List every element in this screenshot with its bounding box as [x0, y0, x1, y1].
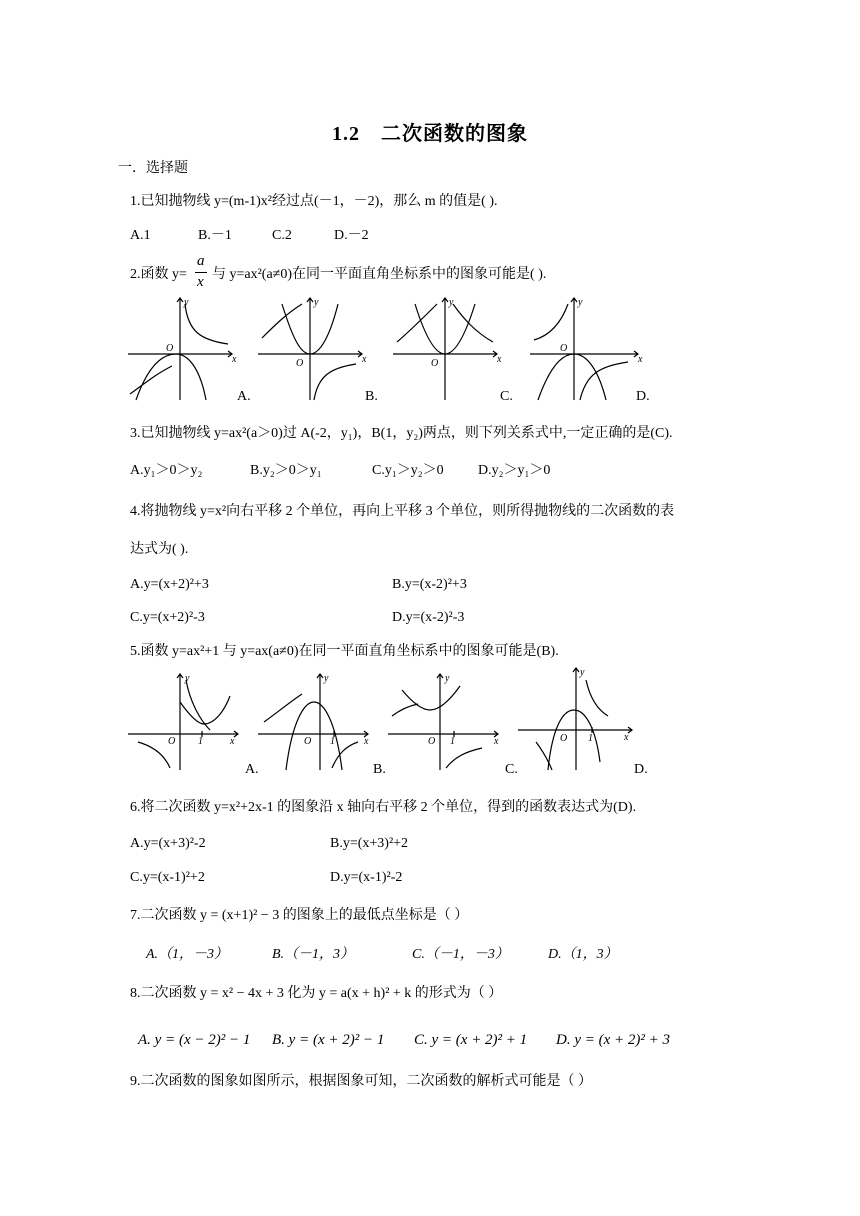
svg-text:1: 1 — [588, 733, 593, 744]
q6-stem: 6.将二次函数 y=x²+2x-1 的图象沿 x 轴向右平移 2 个单位，得到的函数表达式为(D). — [130, 800, 637, 815]
q8-opt-d: D. y = (x + 2)² + 3 — [556, 1032, 671, 1048]
q1-opt-a: A.1 — [130, 228, 151, 243]
q6-opt-c: C.y=(x-1)²+2 — [130, 870, 205, 885]
q2-label-a: A. — [237, 389, 251, 404]
svg-text:1: 1 — [330, 736, 335, 747]
q2-frac-num: a — [197, 253, 205, 269]
svg-text:y: y — [185, 673, 190, 684]
q5-stem: 5.函数 y=ax²+1 与 y=ax(a≠0)在同一平面直角坐标系中的图象可能是(B). — [130, 644, 559, 659]
q2-label-d: D. — [636, 389, 650, 404]
svg-text:O: O — [168, 736, 176, 747]
q2-label-b: B. — [365, 389, 378, 404]
q8-stem: 8.二次函数 y = x² − 4x + 3 化为 y = a(x + h)² + k 的形式为（ ） — [130, 986, 503, 1001]
q1-stem: 1.已知抛物线 y=(m-1)x²经过点(－1，－2)，那么 m 的值是( ). — [130, 194, 498, 209]
q4-opt-c: C.y=(x+2)²-3 — [130, 610, 205, 625]
svg-text:y: y — [449, 297, 454, 308]
q9-stem: 9.二次函数的图象如图所示，根据图象可知，二次函数的解析式可能是（ ） — [130, 1074, 592, 1089]
q3-opt-d: D.y₂＞y₁＞0 — [478, 463, 551, 478]
q4-opt-d: D.y=(x-2)²-3 — [392, 610, 465, 625]
q5-label-a: A. — [245, 762, 259, 777]
q3-stem: 3.已知抛物线 y=ax²(a＞0)过 A(-2，y₁)，B(1，y₂)两点，则下列关系式中,一定正确的是(C). — [130, 426, 673, 441]
svg-text:x: x — [364, 736, 369, 747]
svg-text:y: y — [580, 667, 585, 678]
q3-opt-b: B.y₂＞0＞y₁ — [250, 463, 322, 478]
q8-opt-a: A. y = (x − 2)² − 1 — [138, 1032, 251, 1048]
svg-text:O: O — [304, 736, 312, 747]
q6-opt-a: A.y=(x+3)²-2 — [130, 836, 206, 851]
svg-text:x: x — [624, 732, 629, 743]
q1-opt-d: D.－2 — [334, 228, 369, 243]
svg-text:x: x — [232, 354, 237, 365]
svg-text:x: x — [494, 736, 499, 747]
svg-text:y: y — [184, 297, 189, 308]
svg-text:y: y — [445, 673, 450, 684]
q2-stem-post: 与 y=ax²(a≠0)在同一平面直角坐标系中的图象可能是( ). — [212, 267, 547, 282]
svg-text:y: y — [324, 673, 329, 684]
q1-opt-b: B.－1 — [198, 228, 232, 243]
q2-graph-a — [128, 296, 238, 404]
svg-text:O: O — [560, 733, 568, 744]
q5-graph-a — [128, 672, 243, 772]
q1-opt-c: C.2 — [272, 228, 292, 243]
q6-opt-d: D.y=(x-1)²-2 — [330, 870, 403, 885]
q3-opt-c: C.y₁＞y₂＞0 — [372, 463, 444, 478]
q5-label-d: D. — [634, 762, 648, 777]
q5-graph-d — [518, 666, 638, 772]
svg-text:1: 1 — [450, 736, 455, 747]
svg-text:x: x — [230, 736, 235, 747]
svg-text:y: y — [578, 297, 583, 308]
q7-opt-a: A.（1，－3） — [146, 947, 229, 962]
q2-frac-den: x — [197, 274, 204, 290]
svg-text:1: 1 — [198, 736, 203, 747]
svg-text:O: O — [560, 343, 568, 354]
q8-opt-c: C. y = (x + 2)² + 1 — [414, 1032, 528, 1048]
svg-text:x: x — [638, 354, 643, 365]
svg-text:y: y — [314, 297, 319, 308]
section-heading: 一．选择题 — [118, 161, 188, 176]
q7-opt-b: B.（－1，3） — [272, 947, 355, 962]
q4-opt-b: B.y=(x-2)²+3 — [392, 577, 467, 592]
svg-text:O: O — [428, 736, 436, 747]
q2-graph-d — [530, 296, 643, 404]
q4-stem-line2: 达式为( ). — [130, 542, 189, 557]
q5-graph-c — [388, 672, 503, 772]
q5-graph-b — [258, 672, 373, 772]
q2-graph-b — [258, 296, 368, 404]
svg-text:x: x — [362, 354, 367, 365]
q2-label-c: C. — [500, 389, 513, 404]
page-title: 1.2 二次函数的图象 — [332, 123, 528, 145]
q8-opt-b: B. y = (x + 2)² − 1 — [272, 1032, 385, 1048]
q3-opt-a: A.y₁＞0＞y₂ — [130, 463, 203, 478]
q2-graph-c — [393, 296, 503, 404]
svg-text:O: O — [296, 358, 304, 369]
q2-stem-pre: 2.函数 y= — [130, 267, 187, 282]
q7-stem: 7.二次函数 y = (x+1)² − 3 的图象上的最低点坐标是（ ） — [130, 908, 469, 923]
q5-label-b: B. — [373, 762, 386, 777]
q7-opt-c: C.（－1，－3） — [412, 947, 509, 962]
q4-stem-line1: 4.将抛物线 y=x²向右平移 2 个单位，再向上平移 3 个单位，则所得抛物线的二次函数的表 — [130, 504, 675, 519]
q2-frac-bar — [195, 272, 207, 273]
q5-label-c: C. — [505, 762, 518, 777]
svg-text:x: x — [497, 354, 502, 365]
svg-text:O: O — [431, 358, 439, 369]
q6-opt-b: B.y=(x+3)²+2 — [330, 836, 409, 851]
svg-text:O: O — [166, 343, 174, 354]
q7-opt-d: D.（1，3） — [548, 947, 618, 962]
q4-opt-a: A.y=(x+2)²+3 — [130, 577, 209, 592]
